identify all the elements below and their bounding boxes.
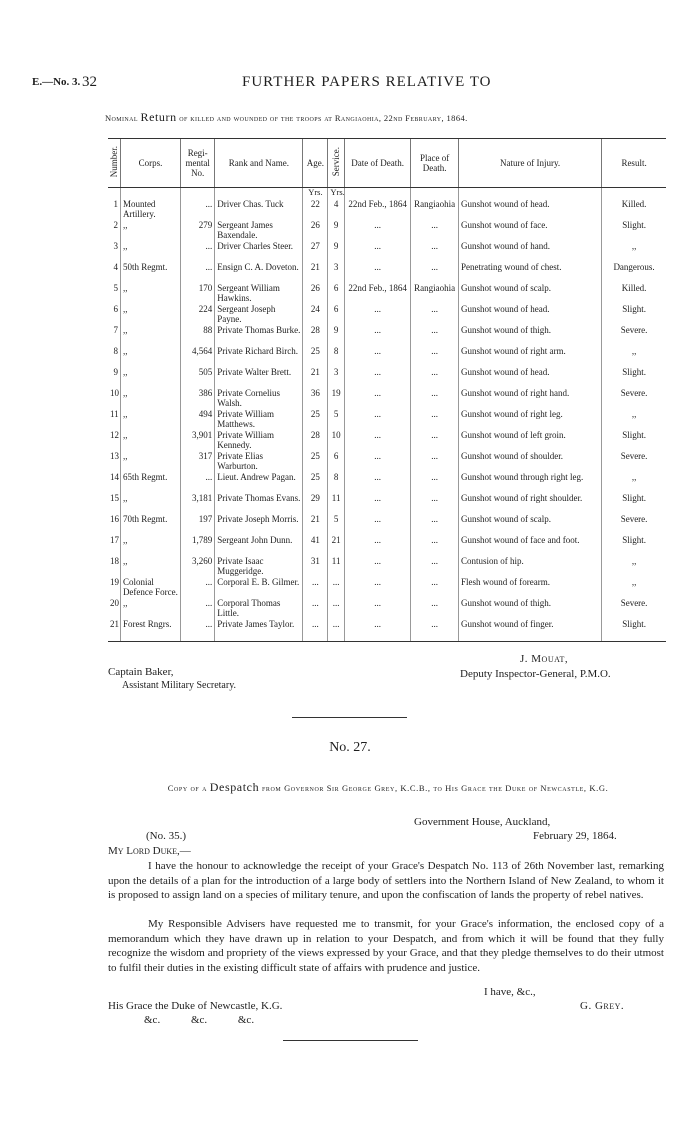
cell-injury: Gunshot wound of right leg. — [459, 410, 602, 431]
table-row — [108, 536, 666, 557]
cell-corps: ,, — [120, 452, 180, 473]
cell-svc: 5 — [328, 515, 345, 536]
cell-result: Killed. — [602, 200, 666, 221]
cell-result: ,, — [602, 242, 666, 263]
cell-reg: 4,564 — [181, 347, 215, 368]
cell-pod: Rangiaohia — [411, 200, 459, 221]
addressee-baker: Captain Baker, — [108, 666, 174, 678]
col-corps: Corps. — [120, 139, 180, 188]
cell-n: 20 — [110, 599, 119, 608]
cell-reg: ... — [181, 473, 215, 494]
cell-svc: 10 — [328, 431, 345, 452]
cell-svc: 9 — [328, 221, 345, 242]
col-number: Number. — [108, 139, 120, 188]
cell-reg: 3,901 — [181, 431, 215, 452]
table-row — [108, 221, 666, 242]
cell-result: Slight. — [602, 620, 666, 642]
cell-reg: 1,789 — [181, 536, 215, 557]
cell-dod: ... — [344, 473, 410, 494]
table-row — [108, 326, 666, 347]
cell-name: Sergeant John Dunn. — [215, 536, 303, 557]
cell-reg: ... — [181, 599, 215, 620]
cell-age: 22 — [303, 200, 328, 221]
cell-age: 27 — [303, 242, 328, 263]
table-row — [108, 473, 666, 494]
cell-reg: 3,260 — [181, 557, 215, 578]
cell-name: Driver Charles Steer. — [215, 242, 303, 263]
cell-dod: ... — [344, 242, 410, 263]
table-row — [108, 263, 666, 284]
table-row — [108, 494, 666, 515]
table-row — [108, 515, 666, 536]
units-row — [108, 188, 666, 201]
table-row — [108, 431, 666, 452]
signer: G. Grey. — [580, 1000, 625, 1012]
cell-n: 16 — [110, 515, 119, 524]
cell-corps: Colonial Defence Force. — [120, 578, 180, 599]
cell-injury: Contusion of hip. — [459, 557, 602, 578]
cell-result: ,, — [602, 473, 666, 494]
table-row — [108, 578, 666, 599]
cell-svc: 8 — [328, 347, 345, 368]
cell-age: 36 — [303, 389, 328, 410]
cell-age: 31 — [303, 557, 328, 578]
cell-result: Slight. — [602, 494, 666, 515]
cell-pod: ... — [411, 578, 459, 599]
cell-injury: Gunshot wound of right hand. — [459, 389, 602, 410]
cell-injury: Gunshot wound of thigh. — [459, 326, 602, 347]
cell-corps: ,, — [120, 410, 180, 431]
cell-pod: ... — [411, 242, 459, 263]
cell-corps: ,, — [120, 326, 180, 347]
return-title-main: Return — [140, 110, 177, 124]
cell-age: 21 — [303, 263, 328, 284]
addressee-title: Assistant Military Secretary. — [122, 680, 237, 691]
cell-corps: ,, — [120, 284, 180, 305]
cell-svc: 19 — [328, 389, 345, 410]
cell-n: 17 — [110, 536, 119, 545]
cell-n: 14 — [110, 473, 119, 482]
table-row — [108, 599, 666, 620]
col-age: Age. — [303, 139, 328, 188]
cell-n: 6 — [113, 305, 118, 314]
cell-n: 3 — [113, 242, 118, 251]
page-header — [32, 74, 662, 94]
cell-dod: ... — [344, 620, 410, 642]
cell-n: 12 — [110, 431, 119, 440]
cell-corps: 70th Regmt. — [120, 515, 180, 536]
paragraph-2: My Responsible Advisers have requested me to transmit, for your Grace's information, the enclosed copy of a memorandum which they have drawn up in relation to your Despatch, and from which it will be found that they fully recognize the wisdom and propriety of the views expressed by your Grace, and that they pledge themselves to do their utmost to fulfil their duties in the existing difficult state of affairs with prudence and justice. — [108, 918, 664, 974]
cell-pod: ... — [411, 410, 459, 431]
cell-age: 21 — [303, 515, 328, 536]
table-row — [108, 557, 666, 578]
cell-injury: Gunshot wound of left groin. — [459, 431, 602, 452]
cell-svc: 5 — [328, 410, 345, 431]
cell-dod: ... — [344, 347, 410, 368]
cell-injury: Gunshot wound of right arm. — [459, 347, 602, 368]
cell-dod: ... — [344, 557, 410, 578]
cell-injury: Gunshot wound of thigh. — [459, 599, 602, 620]
cell-injury: Penetrating wound of chest. — [459, 263, 602, 284]
cell-n: 9 — [113, 368, 118, 377]
cell-pod: ... — [411, 368, 459, 389]
cell-result: ,, — [602, 557, 666, 578]
cell-dod: ... — [344, 263, 410, 284]
col-date-of-death: Date of Death. — [344, 139, 410, 188]
cell-svc: 9 — [328, 242, 345, 263]
cell-dod: ... — [344, 536, 410, 557]
cell-name: Private Isaac Muggeridge. — [215, 557, 303, 578]
cell-age: 29 — [303, 494, 328, 515]
cell-name: Private Cornelius Walsh. — [215, 389, 303, 410]
cell-result: Dangerous. — [602, 263, 666, 284]
despatch-place: Government House, Auckland, — [414, 816, 551, 828]
cell-reg: 505 — [181, 368, 215, 389]
cell-pod: ... — [411, 473, 459, 494]
cell-corps: ,, — [120, 557, 180, 578]
cell-n: 18 — [110, 557, 119, 566]
col-result: Result. — [602, 139, 666, 188]
table-row — [108, 242, 666, 263]
cell-name: Sergeant Joseph Payne. — [215, 305, 303, 326]
end-rule — [283, 1040, 418, 1041]
cell-result: ,, — [602, 410, 666, 431]
cell-dod: ... — [344, 410, 410, 431]
cell-corps: 50th Regmt. — [120, 263, 180, 284]
cell-reg: ... — [181, 578, 215, 599]
cell-reg: 224 — [181, 305, 215, 326]
cell-pod: ... — [411, 263, 459, 284]
cell-age: 25 — [303, 347, 328, 368]
cell-n: 13 — [110, 452, 119, 461]
cell-pod: ... — [411, 599, 459, 620]
cell-pod: ... — [411, 557, 459, 578]
cell-pod: ... — [411, 347, 459, 368]
cell-dod: 22nd Feb., 1864 — [344, 200, 410, 221]
cell-svc: 3 — [328, 263, 345, 284]
cell-corps: ,, — [120, 431, 180, 452]
cell-injury: Gunshot wound of face and foot. — [459, 536, 602, 557]
cell-svc: 8 — [328, 473, 345, 494]
cell-reg: 386 — [181, 389, 215, 410]
table-row — [108, 305, 666, 326]
cell-result: Severe. — [602, 326, 666, 347]
paragraph-1: I have the honour to acknowledge the receipt of your Grace's Despatch No. 113 of 26th November last, remarking upon the details of a plan for the introduction of a large body of settlers into the Northern Island of New Zealand, to whom it is proposed to assign land on a species of military tenure, and upon the confiscation of lands the property of rebel natives. — [108, 860, 664, 901]
cell-pod: ... — [411, 389, 459, 410]
cell-svc: 21 — [328, 536, 345, 557]
cell-result: Slight. — [602, 536, 666, 557]
cell-name: Private Thomas Burke. — [215, 326, 303, 347]
cell-age: 25 — [303, 473, 328, 494]
table-row — [108, 347, 666, 368]
cell-n: 2 — [113, 221, 118, 230]
table-row — [108, 284, 666, 305]
cell-dod: ... — [344, 452, 410, 473]
cell-name: Private James Taylor. — [215, 620, 303, 642]
cell-n: 4 — [113, 263, 118, 272]
despatch-ref-no: (No. 35.) — [146, 830, 187, 842]
cell-injury: Gunshot wound of finger. — [459, 620, 602, 642]
cell-result: ,, — [602, 578, 666, 599]
cell-pod: ... — [411, 221, 459, 242]
table-row — [108, 368, 666, 389]
cell-injury: Flesh wound of forearm. — [459, 578, 602, 599]
cell-corps: ,, — [120, 599, 180, 620]
cell-result: Severe. — [602, 452, 666, 473]
cell-result: Severe. — [602, 599, 666, 620]
cell-name: Private Thomas Evans. — [215, 494, 303, 515]
cell-name: Private Joseph Morris. — [215, 515, 303, 536]
cell-name: Private Walter Brett. — [215, 368, 303, 389]
cell-result: Slight. — [602, 221, 666, 242]
cell-result: Killed. — [602, 284, 666, 305]
cell-corps: ,, — [120, 221, 180, 242]
cell-corps: ,, — [120, 305, 180, 326]
cell-name: Corporal E. B. Gilmer. — [215, 578, 303, 599]
service-unit: Yrs. — [328, 188, 345, 201]
page-title: FURTHER PAPERS RELATIVE TO — [242, 74, 492, 90]
table-row — [108, 389, 666, 410]
table-row — [108, 620, 666, 642]
signature-mouat: J. Mouat, — [520, 653, 569, 665]
cell-age: 25 — [303, 452, 328, 473]
cell-name: Sergeant James Baxendale. — [215, 221, 303, 242]
table-row — [108, 452, 666, 473]
col-rank-name: Rank and Name. — [215, 139, 303, 188]
cell-svc: 6 — [328, 305, 345, 326]
cell-injury: Gunshot wound of scalp. — [459, 515, 602, 536]
cell-pod: Rangiaohia — [411, 284, 459, 305]
table-header-row — [108, 139, 666, 188]
cell-reg: ... — [181, 200, 215, 221]
cell-n: 8 — [113, 347, 118, 356]
cell-corps: 65th Regmt. — [120, 473, 180, 494]
cell-injury: Gunshot wound through right leg. — [459, 473, 602, 494]
cell-result: Severe. — [602, 389, 666, 410]
cell-name: Private William Kennedy. — [215, 431, 303, 452]
cell-n: 1 — [113, 200, 118, 209]
cell-pod: ... — [411, 305, 459, 326]
return-title-lead: Nominal — [105, 113, 138, 123]
paper-reference: E.—No. 3. — [32, 76, 81, 88]
table-row — [108, 200, 666, 221]
cell-name: Lieut. Andrew Pagan. — [215, 473, 303, 494]
cell-age: 41 — [303, 536, 328, 557]
salutation: My Lord Duke,— — [108, 845, 191, 857]
return-title-rest: of killed and wounded of the troops at Rangiaohia, 22nd February, 1864. — [179, 113, 468, 123]
cell-dod: ... — [344, 326, 410, 347]
closing: I have, &c., — [484, 986, 536, 998]
casualty-return-table — [108, 138, 666, 642]
addressee: His Grace the Duke of Newcastle, K.G. — [108, 1000, 283, 1012]
col-service: Service. — [328, 139, 345, 188]
cell-age: 28 — [303, 431, 328, 452]
cell-n: 19 — [110, 578, 119, 587]
cell-reg: 3,181 — [181, 494, 215, 515]
cell-svc: 6 — [328, 452, 345, 473]
col-place-of-death: Place of Death. — [411, 139, 459, 188]
cell-n: 10 — [110, 389, 119, 398]
cell-injury: Gunshot wound of hand. — [459, 242, 602, 263]
cell-pod: ... — [411, 494, 459, 515]
cell-corps: ,, — [120, 242, 180, 263]
col-regimental-no: Regi-mental No. — [181, 139, 215, 188]
cell-age: ... — [303, 578, 328, 599]
cell-age: ... — [303, 599, 328, 620]
despatch-number: No. 27. — [329, 740, 371, 755]
cell-corps: ,, — [120, 368, 180, 389]
cell-n: 11 — [110, 410, 119, 419]
cell-reg: ... — [181, 620, 215, 642]
cell-svc: 3 — [328, 368, 345, 389]
cell-age: 28 — [303, 326, 328, 347]
cell-name: Private Richard Birch. — [215, 347, 303, 368]
cell-svc: 4 — [328, 200, 345, 221]
cell-injury: Gunshot wound of right shoulder. — [459, 494, 602, 515]
cell-corps: ,, — [120, 347, 180, 368]
page-number: 32 — [82, 74, 97, 90]
cell-dod: ... — [344, 221, 410, 242]
cell-dod: ... — [344, 305, 410, 326]
cell-reg: 279 — [181, 221, 215, 242]
cell-n: 21 — [108, 620, 120, 642]
cell-svc: ... — [328, 599, 345, 620]
cell-injury: Gunshot wound of head. — [459, 368, 602, 389]
cell-svc: 9 — [328, 326, 345, 347]
etc-line: &c. &c. &c. — [144, 1014, 255, 1026]
cell-n: 7 — [113, 326, 118, 335]
cell-name: Driver Chas. Tuck — [215, 200, 303, 221]
cell-dod: ... — [344, 578, 410, 599]
cell-age: 21 — [303, 368, 328, 389]
despatch-date: February 29, 1864. — [533, 830, 617, 842]
cell-age: 25 — [303, 410, 328, 431]
cell-svc: 11 — [328, 494, 345, 515]
cell-name: Sergeant William Hawkins. — [215, 284, 303, 305]
cell-result: Slight. — [602, 368, 666, 389]
signature-title: Deputy Inspector-General, P.M.O. — [460, 668, 611, 680]
cell-reg: 197 — [181, 515, 215, 536]
cell-injury: Gunshot wound of head. — [459, 200, 602, 221]
cell-n: 15 — [110, 494, 119, 503]
table-row — [108, 410, 666, 431]
cell-injury: Gunshot wound of head. — [459, 305, 602, 326]
section-divider — [292, 717, 407, 718]
cell-age: 24 — [303, 305, 328, 326]
age-unit: Yrs. — [303, 188, 328, 201]
cell-age: 26 — [303, 284, 328, 305]
cell-dod: 22nd Feb., 1864 — [344, 284, 410, 305]
cell-pod: ... — [411, 452, 459, 473]
cell-age: ... — [303, 620, 328, 642]
cell-corps: ,, — [120, 494, 180, 515]
cell-dod: ... — [344, 368, 410, 389]
cell-dod: ... — [344, 431, 410, 452]
cell-reg: 170 — [181, 284, 215, 305]
cell-pod: ... — [411, 515, 459, 536]
cell-svc: 6 — [328, 284, 345, 305]
cell-age: 26 — [303, 221, 328, 242]
cell-result: Slight. — [602, 431, 666, 452]
cell-corps: ,, — [120, 389, 180, 410]
col-nature-of-injury: Nature of Injury. — [459, 139, 602, 188]
cell-corps: ,, — [120, 536, 180, 557]
cell-svc: ... — [328, 578, 345, 599]
cell-injury: Gunshot wound of shoulder. — [459, 452, 602, 473]
cell-injury: Gunshot wound of scalp. — [459, 284, 602, 305]
cell-dod: ... — [344, 515, 410, 536]
despatch-heading: Copy of a Despatch from Governor Sir George Grey, K.C.B., to His Grace the Duke of Newcastle, K.G. — [167, 780, 609, 794]
cell-pod: ... — [411, 326, 459, 347]
cell-dod: ... — [344, 389, 410, 410]
cell-svc: ... — [328, 620, 345, 642]
cell-reg: ... — [181, 242, 215, 263]
cell-result: Severe. — [602, 515, 666, 536]
cell-name: Private William Matthews. — [215, 410, 303, 431]
cell-result: Slight. — [602, 305, 666, 326]
cell-name: Ensign C. A. Doveton. — [215, 263, 303, 284]
cell-pod: ... — [411, 536, 459, 557]
cell-pod: ... — [411, 431, 459, 452]
cell-reg: 494 — [181, 410, 215, 431]
return-title — [105, 110, 665, 125]
cell-injury: Gunshot wound of face. — [459, 221, 602, 242]
cell-reg: ... — [181, 263, 215, 284]
cell-corps: Forest Rngrs. — [120, 620, 180, 642]
cell-name: Corporal Thomas Little. — [215, 599, 303, 620]
cell-dod: ... — [344, 599, 410, 620]
cell-corps: Mounted Artillery. — [120, 200, 180, 221]
cell-pod: ... — [411, 620, 459, 642]
cell-reg: 317 — [181, 452, 215, 473]
cell-reg: 88 — [181, 326, 215, 347]
cell-name: Private Elias Warburton. — [215, 452, 303, 473]
cell-result: ,, — [602, 347, 666, 368]
cell-svc: 11 — [328, 557, 345, 578]
cell-n: 5 — [113, 284, 118, 293]
cell-dod: ... — [344, 494, 410, 515]
